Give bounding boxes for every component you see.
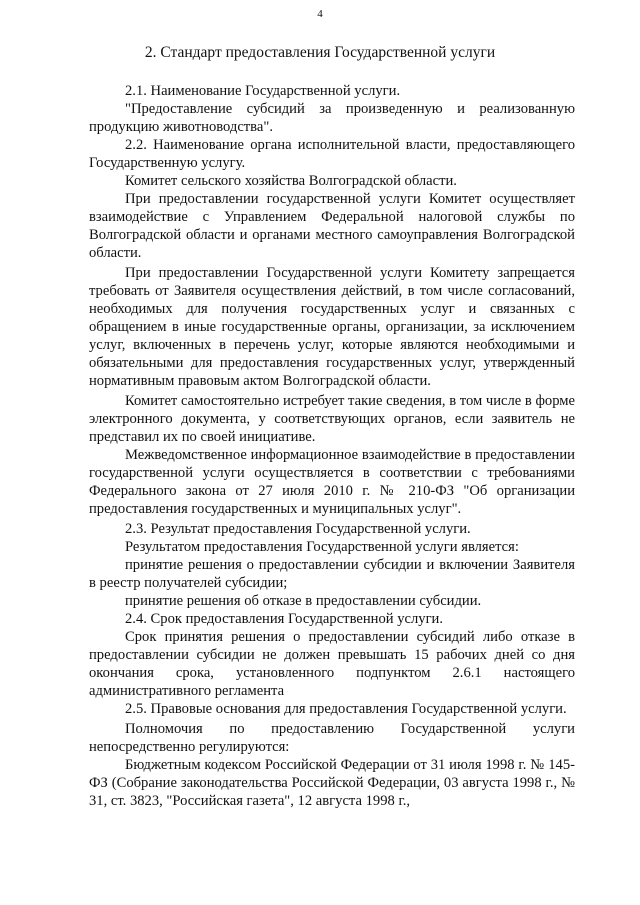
paragraph-2-4-heading: 2.4. Срок предоставления Государственной услуги. <box>125 611 444 627</box>
paragraph-result-refusal: принятие решения об отказе в предоставлении субсидии. <box>125 593 482 609</box>
paragraph-2-3-heading: 2.3. Результат предоставления Государственной услуги. <box>125 521 471 537</box>
paragraph-self-request: Комитет самостоятельно истребует такие сведения, в том числе в форме электронного документа, у соответствующих органов, если заявитель не представил их по своей инициативе. <box>89 393 575 445</box>
paragraph-interaction: При предоставлении государственной услуги Комитет осуществляет взаимодействие с Управлением Федеральной налоговой службы по Волгоградской области и органами местного самоуправления Волгоградской области. <box>89 191 575 261</box>
paragraph-prohibition: При предоставлении Государственной услуги Комитету запрещается требовать от Заявителя осуществления действий, в том числе согласований, необходимых для получения государственных услуг и связанных с обращением в иные государственные органы, организации, за исключением услуг, включенных в перечень услуг, которые являются необходимыми и обязательными для предоставления государственных услуг, утвержденный нормативным правовым актом Волгоградской области. <box>89 265 575 389</box>
paragraph-2-5-heading: 2.5. Правовые основания для предоставления Государственной услуги. <box>125 701 567 717</box>
document-body <box>89 82 575 810</box>
section-title: 2. Стандарт предоставления Государственной услуги <box>144 44 496 61</box>
paragraph-budget-code: Бюджетным кодексом Российской Федерации от 31 июля 1998 г. № 145-ФЗ (Собрание законодательства Российской Федерации, 03 августа 1998 г., № 31, ст. 3823, "Российская газета", 12 августа 1998 г., <box>89 757 575 809</box>
paragraph-committee-name: Комитет сельского хозяйства Волгоградской области. <box>125 173 457 189</box>
paragraph-2-1-heading: 2.1. Наименование Государственной услуги. <box>125 83 401 99</box>
paragraph-interagency: Межведомственное информационное взаимодействие в предоставлении государственной услуги осуществляется в соответствии с требованиями Федерального закона от 27 июля 2010 г. № 210-ФЗ "Об организации предоставления государственных и муниципальных услуг". <box>89 447 575 517</box>
paragraph-service-name: "Предоставление субсидий за произведенную и реализованную продукцию животноводства". <box>89 101 575 135</box>
paragraph-2-2-heading: 2.2. Наименование органа исполнительной власти, предоставляющего Государственную услугу. <box>89 137 575 171</box>
paragraph-result-grant: принятие решения о предоставлении субсидии и включении Заявителя в реестр получателей субсидии; <box>89 557 575 591</box>
paragraph-powers: Полномочия по предоставлению Государственной услуги непосредственно регулируются: <box>89 721 575 755</box>
page-number: 4 <box>317 8 323 20</box>
paragraph-term: Срок принятия решения о предоставлении субсидий либо отказе в предоставлении субсидии не должен превышать 15 рабочих дней со дня окончания срока, установленного подпунктом 2.6.1 настоящего административного регламента <box>89 629 575 699</box>
paragraph-result-intro: Результатом предоставления Государственной услуги является: <box>125 539 519 555</box>
